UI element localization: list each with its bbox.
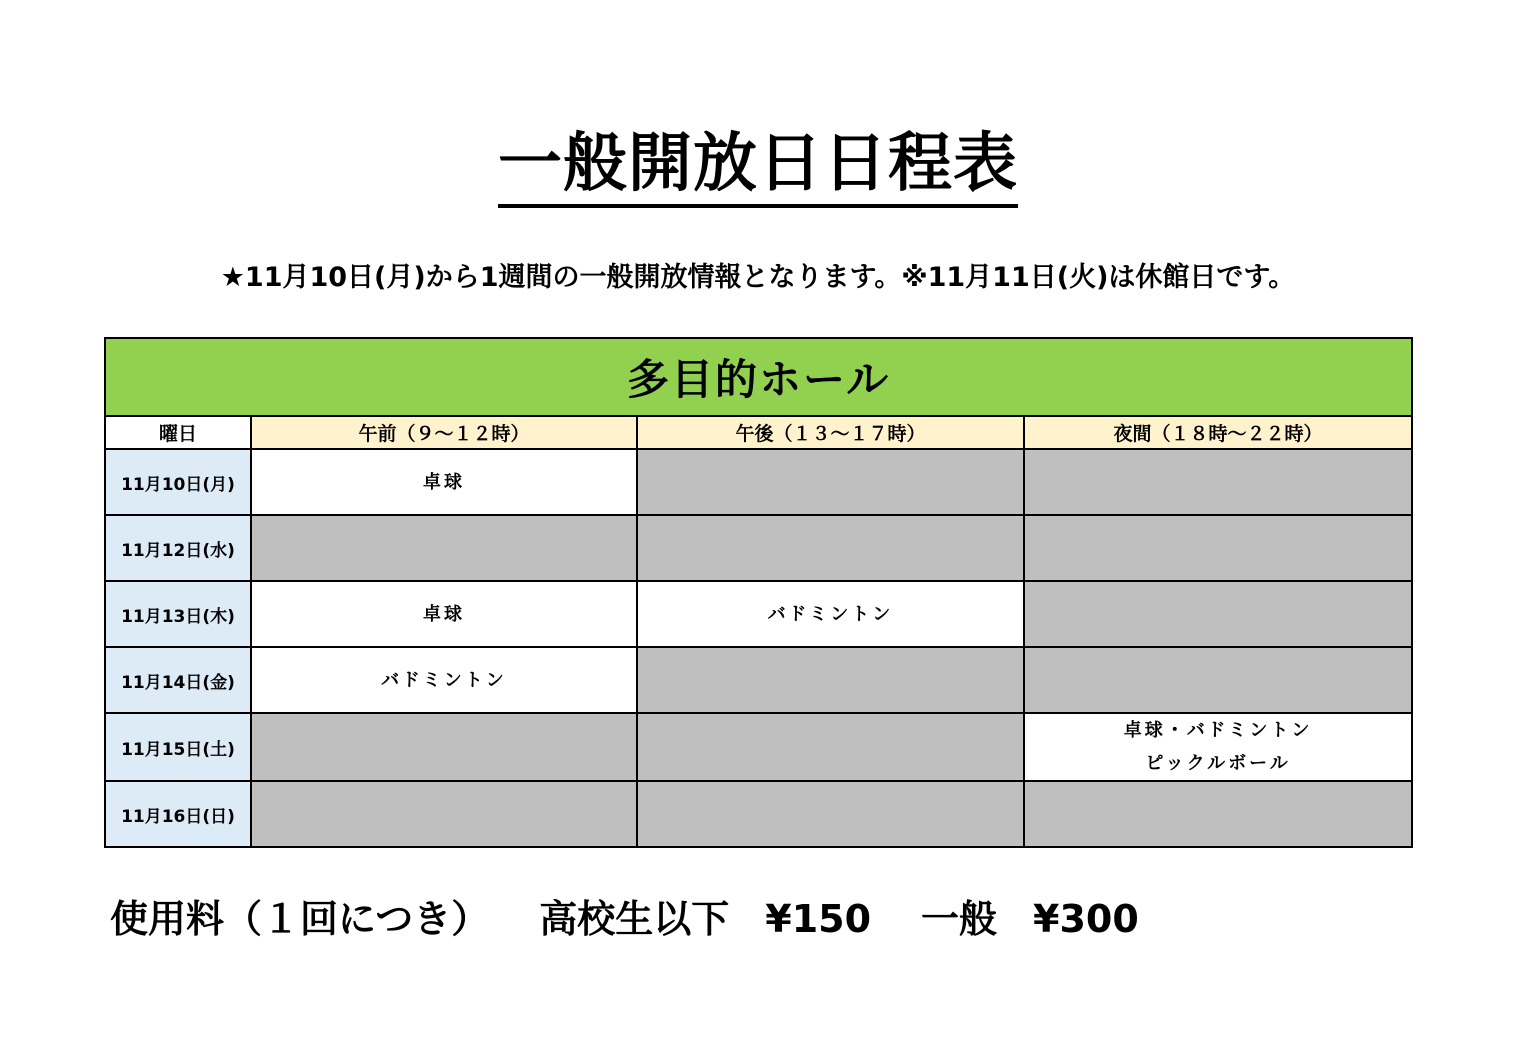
date-cell: 11月16日(日) bbox=[105, 781, 251, 847]
closed-cell-afternoon bbox=[637, 647, 1024, 713]
fee-label: 使用料（１回につき） bbox=[110, 897, 490, 941]
closed-cell-morning bbox=[251, 781, 637, 847]
page-title bbox=[0, 126, 1516, 208]
closed-cell-night bbox=[1024, 781, 1412, 847]
activity-name: バドミントン bbox=[767, 603, 894, 625]
table-row bbox=[105, 647, 1412, 713]
column-header-row bbox=[105, 416, 1412, 449]
activity-name: バドミントン bbox=[381, 669, 507, 691]
closed-cell-afternoon bbox=[637, 449, 1024, 515]
closed-cell-morning bbox=[251, 515, 637, 581]
notice-text: ★11月10日(月)から1週間の一般開放情報となります。※11月11日(火)は休館日です。 bbox=[220, 262, 1296, 293]
date-cell: 11月14日(金) bbox=[105, 647, 251, 713]
schedule-table bbox=[104, 337, 1413, 848]
activity-name: 卓球 bbox=[423, 471, 465, 493]
page-title-text: 一般開放日日程表 bbox=[498, 126, 1018, 208]
activity-name: 卓球 bbox=[423, 603, 465, 625]
closed-cell-night bbox=[1024, 515, 1412, 581]
fee-student-price: ¥150 bbox=[765, 897, 872, 941]
fee-info bbox=[110, 892, 1139, 946]
fee-general-label: 一般 bbox=[921, 897, 998, 941]
fee-general-price: ¥300 bbox=[1033, 897, 1139, 941]
closed-cell-afternoon bbox=[637, 781, 1024, 847]
closed-cell-afternoon bbox=[637, 713, 1024, 781]
table-row bbox=[105, 781, 1412, 847]
activity-cell-afternoon bbox=[637, 581, 1024, 647]
activity-cell-morning bbox=[251, 647, 637, 713]
hall-name: 多目的ホール bbox=[105, 338, 1412, 416]
closed-cell-night bbox=[1024, 449, 1412, 515]
table-row bbox=[105, 581, 1412, 647]
column-header-morning: 午前（９～１２時） bbox=[251, 416, 637, 449]
closed-cell-afternoon bbox=[637, 515, 1024, 581]
activity-name: 卓球・バドミントン bbox=[1123, 720, 1313, 741]
closed-cell-night bbox=[1024, 581, 1412, 647]
schedule-body bbox=[105, 449, 1412, 847]
closed-cell-night bbox=[1024, 647, 1412, 713]
fee-student-label: 高校生以下 bbox=[539, 897, 730, 941]
activity-cell-morning bbox=[251, 449, 637, 515]
activity-name: ピックルボール bbox=[1145, 753, 1291, 774]
activity-cell-morning bbox=[251, 581, 637, 647]
column-header-afternoon: 午後（１３～１７時） bbox=[637, 416, 1024, 449]
table-row bbox=[105, 449, 1412, 515]
date-cell: 11月15日(土) bbox=[105, 713, 251, 781]
closed-cell-morning bbox=[251, 713, 637, 781]
activity-cell-night bbox=[1024, 713, 1412, 781]
date-cell: 11月12日(水) bbox=[105, 515, 251, 581]
table-row bbox=[105, 713, 1412, 781]
hall-header-row bbox=[105, 338, 1412, 416]
column-header-night: 夜間（１８時～２２時） bbox=[1024, 416, 1412, 449]
date-cell: 11月13日(木) bbox=[105, 581, 251, 647]
date-cell: 11月10日(月) bbox=[105, 449, 251, 515]
table-row bbox=[105, 515, 1412, 581]
column-header-day: 曜日 bbox=[105, 416, 251, 449]
